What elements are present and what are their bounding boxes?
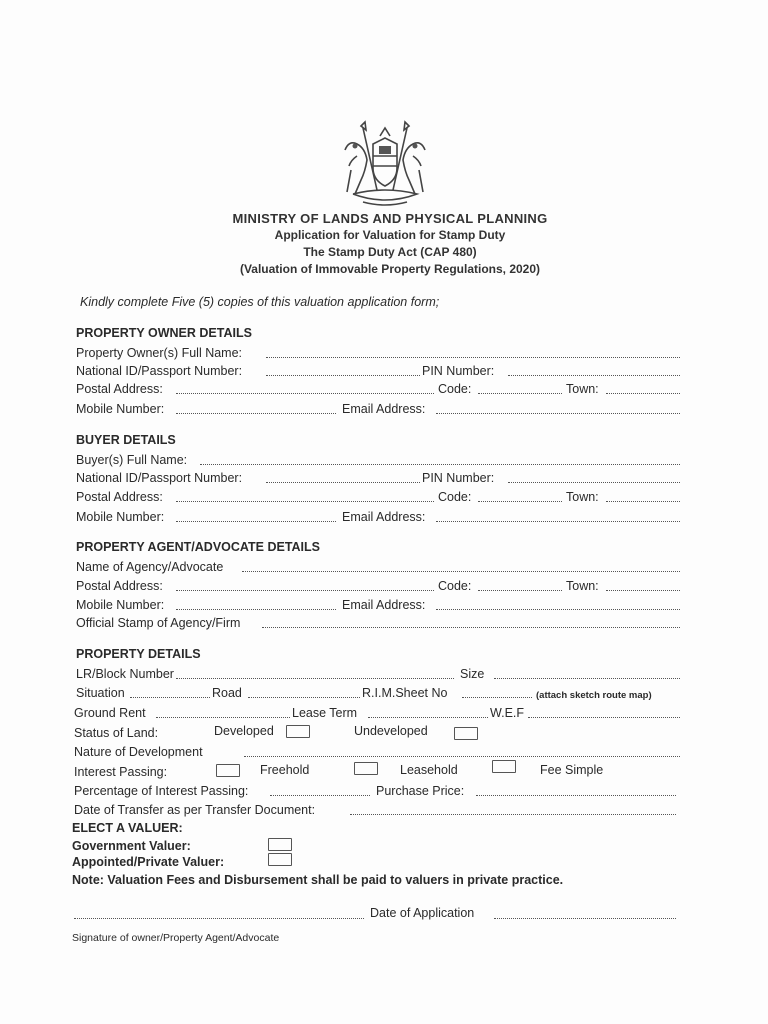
- owner-town-field[interactable]: [606, 393, 680, 394]
- agent-postal-label: Postal Address:: [76, 579, 163, 593]
- buyer-name-field[interactable]: [200, 464, 680, 465]
- buyer-section-heading: BUYER DETAILS: [76, 433, 176, 447]
- nature-of-development-field[interactable]: [244, 756, 680, 757]
- agent-email-label: Email Address:: [342, 598, 426, 612]
- government-valuer-checkbox[interactable]: [268, 838, 292, 851]
- agency-name-label: Name of Agency/Advocate: [76, 560, 224, 574]
- sketch-map-note: (attach sketch route map): [536, 690, 652, 701]
- freehold-checkbox[interactable]: [216, 764, 240, 777]
- buyer-postal-field[interactable]: [176, 501, 434, 502]
- owner-name-field[interactable]: [266, 357, 680, 358]
- situation-field[interactable]: [130, 697, 210, 698]
- ground-rent-label: Ground Rent: [74, 706, 146, 720]
- property-section-heading: PROPERTY DETAILS: [76, 647, 201, 661]
- rim-sheet-field[interactable]: [462, 697, 532, 698]
- regulations-title: (Valuation of Immovable Property Regulations, 2020): [239, 262, 541, 276]
- percentage-interest-label: Percentage of Interest Passing:: [74, 784, 249, 798]
- buyer-pin-field[interactable]: [508, 482, 680, 483]
- buyer-town-field[interactable]: [606, 501, 680, 502]
- owner-email-label: Email Address:: [342, 402, 426, 416]
- signature-field[interactable]: [74, 918, 364, 919]
- transfer-date-label: Date of Transfer as per Transfer Document:: [74, 803, 316, 817]
- valuation-fees-note: Note: Valuation Fees and Disbursement shall be paid to valuers in private practice.: [72, 873, 564, 887]
- lr-block-field[interactable]: [176, 678, 454, 679]
- owner-pin-label: PIN Number:: [422, 364, 495, 378]
- owner-id-label: National ID/Passport Number:: [76, 364, 243, 378]
- transfer-date-field[interactable]: [350, 814, 676, 815]
- undeveloped-checkbox[interactable]: [454, 727, 478, 740]
- ground-rent-field[interactable]: [156, 717, 290, 718]
- ministry-title: MINISTRY OF LANDS AND PHYSICAL PLANNING: [232, 211, 548, 226]
- owner-code-label: Code:: [438, 382, 472, 396]
- developed-label: Developed: [214, 724, 274, 738]
- owner-pin-field[interactable]: [508, 375, 680, 376]
- owner-mobile-field[interactable]: [176, 413, 336, 414]
- instruction-text: Kindly complete Five (5) copies of this valuation application form;: [80, 295, 440, 309]
- interest-passing-label: Interest Passing:: [74, 765, 168, 779]
- wef-field[interactable]: [528, 717, 680, 718]
- lease-term-label: Lease Term: [292, 706, 358, 720]
- agent-code-field[interactable]: [478, 590, 562, 591]
- owner-section-heading: PROPERTY OWNER DETAILS: [76, 326, 252, 340]
- buyer-email-label: Email Address:: [342, 510, 426, 524]
- owner-name-label: Property Owner(s) Full Name:: [76, 346, 243, 360]
- size-label: Size: [460, 667, 485, 681]
- agent-section-heading: PROPERTY AGENT/ADVOCATE DETAILS: [76, 540, 321, 554]
- agent-email-field[interactable]: [436, 609, 680, 610]
- government-valuer-label: Government Valuer:: [72, 839, 191, 853]
- date-of-application-label: Date of Application: [370, 906, 475, 920]
- situation-label: Situation: [76, 686, 125, 700]
- private-valuer-label: Appointed/Private Valuer:: [72, 855, 225, 869]
- buyer-id-label: National ID/Passport Number:: [76, 471, 243, 485]
- date-of-application-field[interactable]: [494, 918, 676, 919]
- buyer-name-label: Buyer(s) Full Name:: [76, 453, 188, 467]
- signature-caption: Signature of owner/Property Agent/Advocate: [72, 932, 280, 944]
- freehold-label: Freehold: [260, 763, 310, 777]
- owner-id-field[interactable]: [266, 375, 420, 376]
- purchase-price-label: Purchase Price:: [376, 784, 465, 798]
- fee-simple-checkbox[interactable]: [492, 760, 516, 773]
- buyer-email-field[interactable]: [436, 521, 680, 522]
- status-of-land-label: Status of Land:: [74, 726, 159, 740]
- buyer-code-field[interactable]: [478, 501, 562, 502]
- agent-town-label: Town:: [566, 579, 599, 593]
- fee-simple-label: Fee Simple: [540, 763, 604, 777]
- elect-valuer-heading: ELECT A VALUER:: [72, 821, 183, 835]
- owner-town-label: Town:: [566, 382, 599, 396]
- size-field[interactable]: [494, 678, 680, 679]
- private-valuer-checkbox[interactable]: [268, 853, 292, 866]
- nature-of-development-label: Nature of Development: [74, 745, 203, 759]
- buyer-code-label: Code:: [438, 490, 472, 504]
- leasehold-checkbox[interactable]: [354, 762, 378, 775]
- road-label: Road: [212, 686, 242, 700]
- agency-stamp-field[interactable]: [262, 627, 680, 628]
- rim-sheet-label: R.I.M.Sheet No: [362, 686, 448, 700]
- agency-stamp-label: Official Stamp of Agency/Firm: [76, 616, 241, 630]
- owner-email-field[interactable]: [436, 413, 680, 414]
- act-title: The Stamp Duty Act (CAP 480): [303, 245, 477, 259]
- wef-label: W.E.F: [490, 706, 525, 720]
- agency-name-field[interactable]: [242, 571, 680, 572]
- purchase-price-field[interactable]: [476, 795, 676, 796]
- developed-checkbox[interactable]: [286, 725, 310, 738]
- buyer-mobile-field[interactable]: [176, 521, 336, 522]
- agent-code-label: Code:: [438, 579, 472, 593]
- owner-mobile-label: Mobile Number:: [76, 402, 165, 416]
- buyer-pin-label: PIN Number:: [422, 471, 495, 485]
- lease-term-field[interactable]: [368, 717, 488, 718]
- buyer-id-field[interactable]: [266, 482, 420, 483]
- agent-mobile-field[interactable]: [176, 609, 336, 610]
- buyer-town-label: Town:: [566, 490, 599, 504]
- owner-code-field[interactable]: [478, 393, 562, 394]
- coat-of-arms-icon: [335, 120, 435, 210]
- owner-postal-field[interactable]: [176, 393, 434, 394]
- percentage-interest-field[interactable]: [270, 795, 370, 796]
- agent-mobile-label: Mobile Number:: [76, 598, 165, 612]
- undeveloped-label: Undeveloped: [354, 724, 428, 738]
- agent-town-field[interactable]: [606, 590, 680, 591]
- form-title: Application for Valuation for Stamp Duty: [274, 228, 506, 242]
- lr-block-label: LR/Block Number: [76, 667, 174, 681]
- leasehold-label: Leasehold: [400, 763, 458, 777]
- buyer-postal-label: Postal Address:: [76, 490, 163, 504]
- buyer-mobile-label: Mobile Number:: [76, 510, 165, 524]
- agent-postal-field[interactable]: [176, 590, 434, 591]
- road-field[interactable]: [248, 697, 360, 698]
- owner-postal-label: Postal Address:: [76, 382, 163, 396]
